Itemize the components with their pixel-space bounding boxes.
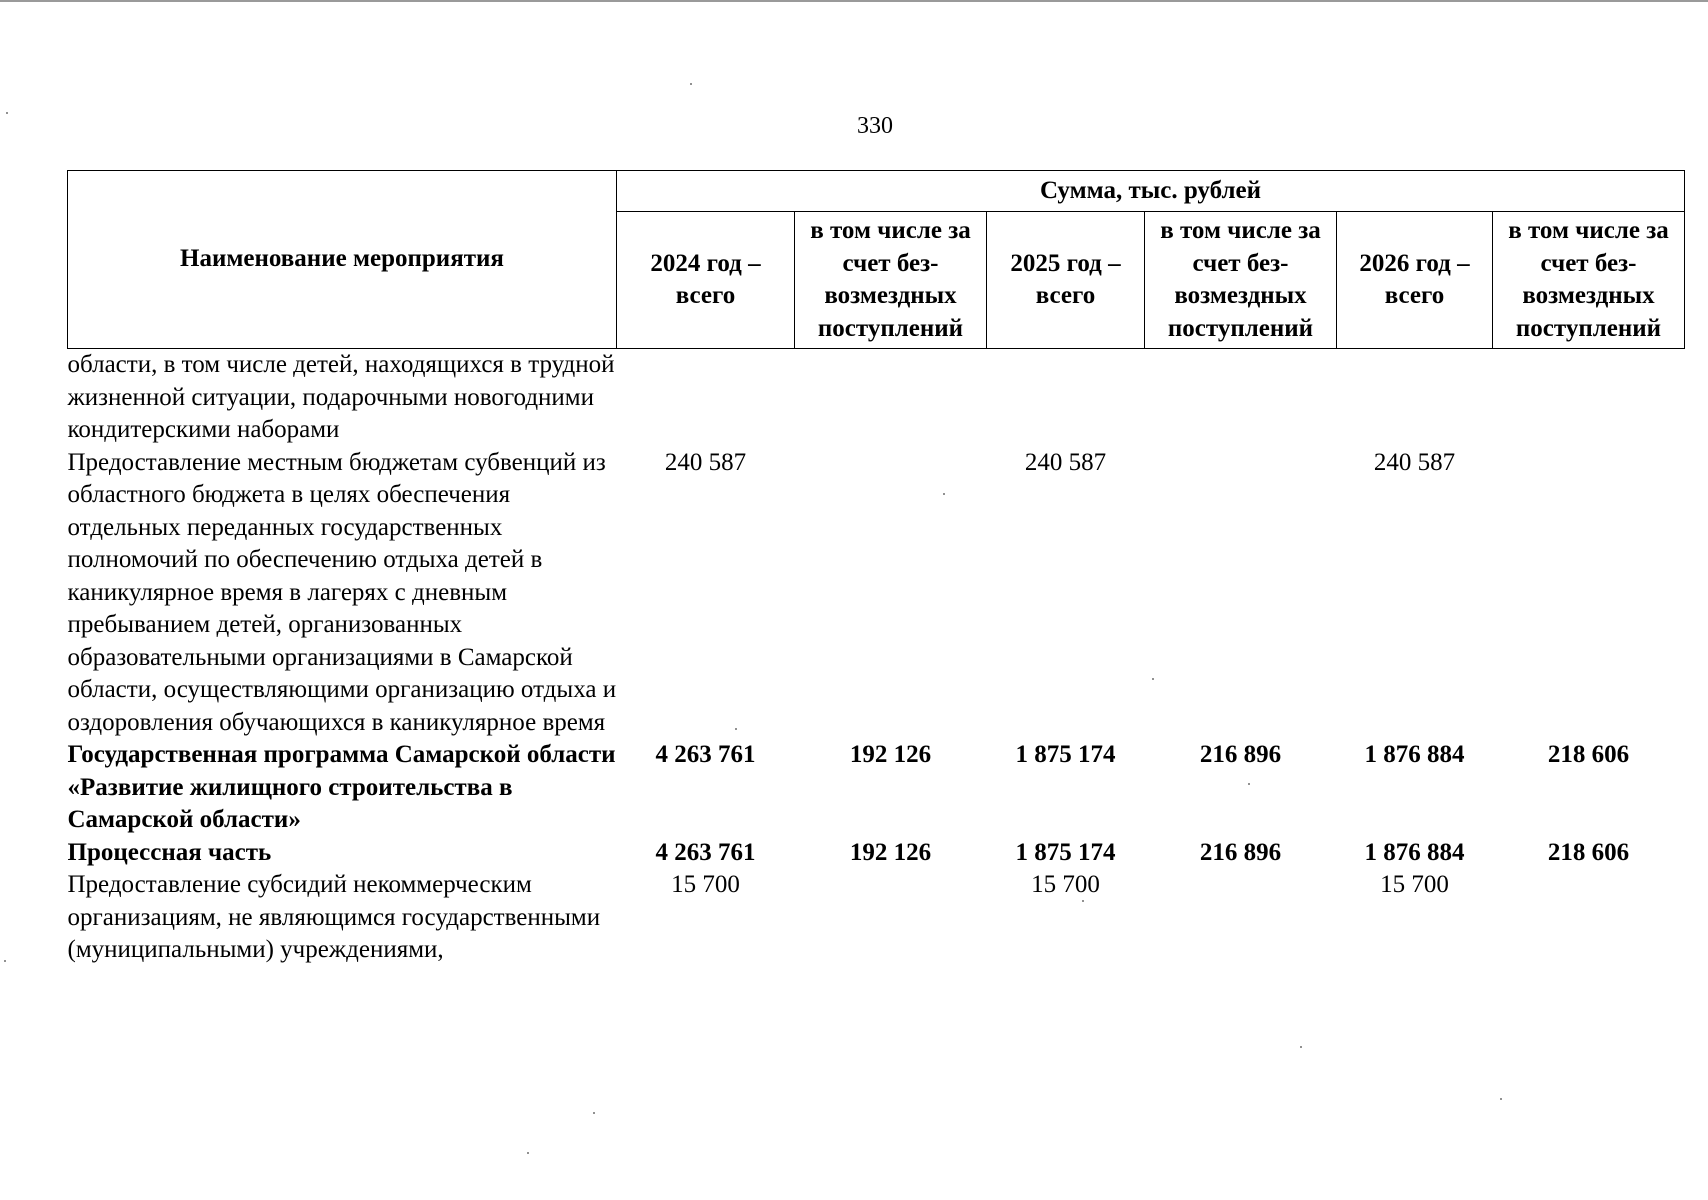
scan-speck [1248, 783, 1250, 785]
value-2026-total: 15 700 [1380, 871, 1449, 898]
page-number: 330 [857, 113, 893, 139]
value-2024-grants: 192 126 [849, 838, 932, 866]
table-row [68, 349, 1685, 447]
value-2026-grants: 218 606 [1547, 838, 1630, 866]
value-2026-grants [1493, 869, 1685, 967]
scan-speck [593, 1112, 595, 1114]
value-2026-grants [1493, 349, 1685, 447]
column-header-2026-total: 2026 год – всего [1337, 212, 1493, 349]
scan-speck [735, 728, 737, 730]
table-row [68, 739, 1685, 837]
budget-table [67, 170, 1685, 967]
value-2024-total [617, 349, 795, 447]
scan-speck [943, 493, 945, 495]
value-2026-total: 1 876 884 [1364, 838, 1465, 866]
value-2025-total: 1 875 174 [1015, 741, 1116, 768]
table-row [68, 837, 1685, 870]
value-2025-total: 15 700 [1031, 871, 1100, 898]
value-2025-total: 1 875 174 [1015, 838, 1116, 866]
value-2026-grants: 218 606 [1547, 741, 1630, 768]
value-2024-total: 4 263 761 [655, 741, 756, 768]
scan-speck [1300, 1046, 1302, 1048]
value-2025-grants [1145, 869, 1337, 967]
column-header-2024-grants: в том числе за счет без-возмездных поступлений [795, 212, 987, 349]
value-2025-total [987, 349, 1145, 447]
column-header-name: Наименование мероприятия [68, 171, 617, 349]
value-2024-total: 15 700 [671, 871, 740, 898]
value-2025-total: 240 587 [1024, 448, 1107, 476]
column-header-2024-total: 2024 год – всего [617, 212, 795, 349]
value-2026-grants [1493, 447, 1685, 740]
column-header-2025-grants: в том числе за счет без-возмездных поступлений [1145, 212, 1337, 349]
top-edge-rule [0, 0, 1708, 2]
value-2024-grants [795, 349, 987, 447]
value-2026-total: 1 876 884 [1364, 741, 1465, 768]
scan-speck [1152, 678, 1154, 680]
column-header-2026-grants: в том числе за счет без-возмездных поступлений [1493, 212, 1685, 349]
row-name: Процессная часть [67, 838, 272, 866]
row-name: Предоставление субсидий некоммерческим организациям, не являющимся государственными (муниципальными) учреждениями, [67, 871, 601, 963]
value-2024-grants: 192 126 [849, 741, 932, 768]
value-2024-grants [795, 447, 987, 740]
value-2025-grants: 216 896 [1199, 838, 1282, 866]
value-2024-grants [795, 869, 987, 967]
scan-speck [4, 960, 6, 962]
scan-speck [527, 1152, 529, 1154]
table-row [68, 447, 1685, 740]
value-2025-grants [1145, 349, 1337, 447]
value-2025-grants: 216 896 [1199, 741, 1282, 768]
row-name: Предоставление местным бюджетам субвенций из областного бюджета в целях обеспечения отдельных переданных государственных полномочий по обеспечению отдыха детей в каникулярное время в лагерях с дневным пребыванием детей, организованных образовательными организациями в Самарской области, осуществляющими организацию отдыха и оздоровления обучающихся в каникулярное время [67, 448, 617, 736]
scan-speck [690, 83, 692, 85]
row-name: Государственная программа Самарской области «Развитие жилищного строительства в Самарской области» [67, 741, 616, 833]
column-header-sum: Сумма, тыс. рублей [617, 171, 1685, 212]
value-2024-total: 4 263 761 [655, 838, 756, 866]
scan-speck [6, 112, 8, 114]
value-2026-total: 240 587 [1373, 448, 1456, 476]
table-row [68, 869, 1685, 967]
value-2025-grants [1145, 447, 1337, 740]
scan-speck [1500, 1098, 1502, 1100]
value-2026-total [1337, 349, 1493, 447]
row-name: области, в том числе детей, находящихся в трудной жизненной ситуации, подарочными новогодними кондитерскими наборами [67, 351, 615, 443]
scan-speck [1082, 900, 1084, 902]
column-header-2025-total: 2025 год – всего [987, 212, 1145, 349]
value-2024-total: 240 587 [664, 448, 747, 476]
